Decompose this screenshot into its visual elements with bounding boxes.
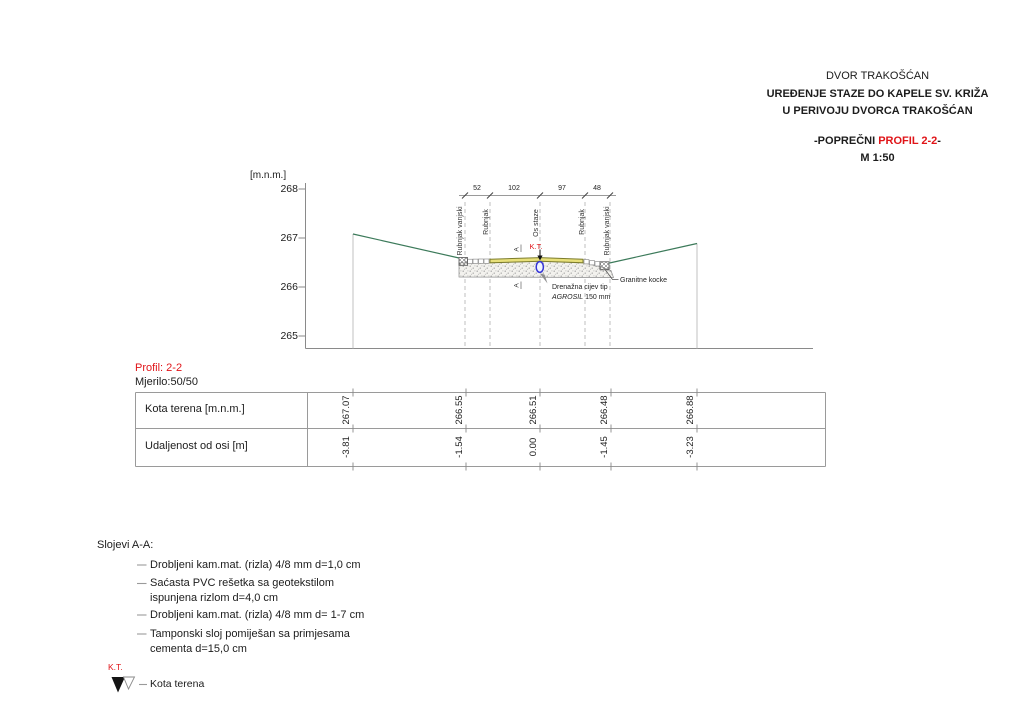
layer-legend-item: [150, 608, 430, 623]
profile-title-prefix: -POPREČNI: [814, 134, 879, 147]
drain-label-line2: [552, 293, 610, 303]
layers-legend-title: Slojevi A-A:: [97, 539, 154, 551]
axis-tick-label: 268: [280, 183, 298, 195]
drain-label-size: 150 mm: [583, 293, 611, 301]
layer-legend-line: cementa d=15,0 cm: [150, 642, 247, 655]
section-label: Os staze: [532, 209, 540, 237]
axis-unit-label: [m.n.m.]: [250, 170, 287, 181]
profile-title-suffix: -: [937, 134, 941, 147]
section-label: Rubnjak vanjski: [603, 206, 611, 256]
layer-legend-line: Drobljeni kam.mat. (rizla) 4/8 mm d=1,0 cm: [150, 559, 361, 571]
section-mark-a-top: A: [513, 246, 521, 252]
profile-title: [695, 133, 1024, 151]
profile-number: Profil: 2-2: [135, 362, 183, 374]
drain-pipe-label: [552, 283, 610, 302]
table-cell-value: -3.23: [684, 436, 695, 458]
layer-legend-line: Saćasta PVC rešetka sa geotekstilom: [150, 577, 335, 589]
table-cell-value: 266.48: [598, 395, 609, 425]
layer-item-dashes: [137, 565, 147, 634]
kt-legend-label: K.T.: [108, 662, 123, 672]
project-title-line2: UREĐENJE STAZE DO KAPELE SV. KRIŽA: [766, 87, 989, 100]
axis-tick-label: 265: [280, 330, 298, 342]
table-cell-value: 267.07: [340, 395, 351, 425]
profile-scale: Mjerilo:50/50: [135, 376, 198, 388]
table-column-ticks: [353, 389, 697, 471]
project-title-line1: DVOR TRAKOŠĆAN: [825, 70, 930, 82]
section-label: Rubnjak: [482, 209, 490, 235]
layer-legend-item: [150, 627, 430, 656]
drain-pipe: [536, 262, 543, 273]
dimension-value: 102: [508, 185, 520, 192]
project-title-line3: U PERIVOJU DVORCA TRAKOŠĆAN: [782, 105, 973, 117]
profile-title-highlight: PROFIL 2-2: [878, 134, 938, 147]
dimension-value: 97: [558, 185, 566, 192]
drawing-scale: M 1:50: [860, 152, 895, 164]
granite-label: Granitne kocke: [620, 276, 668, 284]
section-label: Rubnjak: [578, 209, 586, 235]
drain-label-type: AGROSIL: [552, 293, 584, 301]
section-label: Rubnjak vanjski: [456, 206, 464, 256]
drain-label-line1: Drenažna cijev tip: [552, 284, 608, 291]
layer-legend-line: Drobljeni kam.mat. (rizla) 4/8 mm d= 1-7 cm: [150, 609, 365, 621]
table-cell-value: -1.45: [598, 436, 609, 458]
extension-lines: [353, 234, 697, 349]
layer-legend-item: [150, 576, 430, 605]
title-block: [695, 68, 1024, 168]
axis-tick-label: 267: [280, 232, 298, 244]
kt-annotation: K.T.: [529, 242, 543, 251]
table-row-header: Kota terena [m.n.m.]: [145, 403, 245, 415]
table-cell-value: 266.51: [527, 395, 538, 425]
table-cell-value: 266.55: [453, 395, 464, 425]
layer-legend-line: Tamponski sloj pomiješan sa primjesama: [150, 628, 350, 640]
section-mark-a-bottom: A: [513, 282, 521, 288]
axis-tick-label: 266: [280, 281, 298, 293]
table-cell-value: 0.00: [527, 437, 538, 457]
layer-legend-item: [150, 558, 430, 573]
layer-legend-line: ispunjena rizlom d=4,0 cm: [150, 591, 279, 604]
table-cell-value: 266.88: [684, 395, 695, 425]
table-row-header: Udaljenost od osi [m]: [145, 440, 248, 452]
dimension-value: 48: [593, 185, 601, 192]
benchmark-symbol: [112, 677, 148, 693]
table-cell-value: -1.54: [453, 436, 464, 458]
kt-legend-description: Kota terena: [150, 678, 205, 690]
table-cell-value: -3.81: [340, 436, 351, 458]
dimension-value: 52: [473, 185, 481, 192]
